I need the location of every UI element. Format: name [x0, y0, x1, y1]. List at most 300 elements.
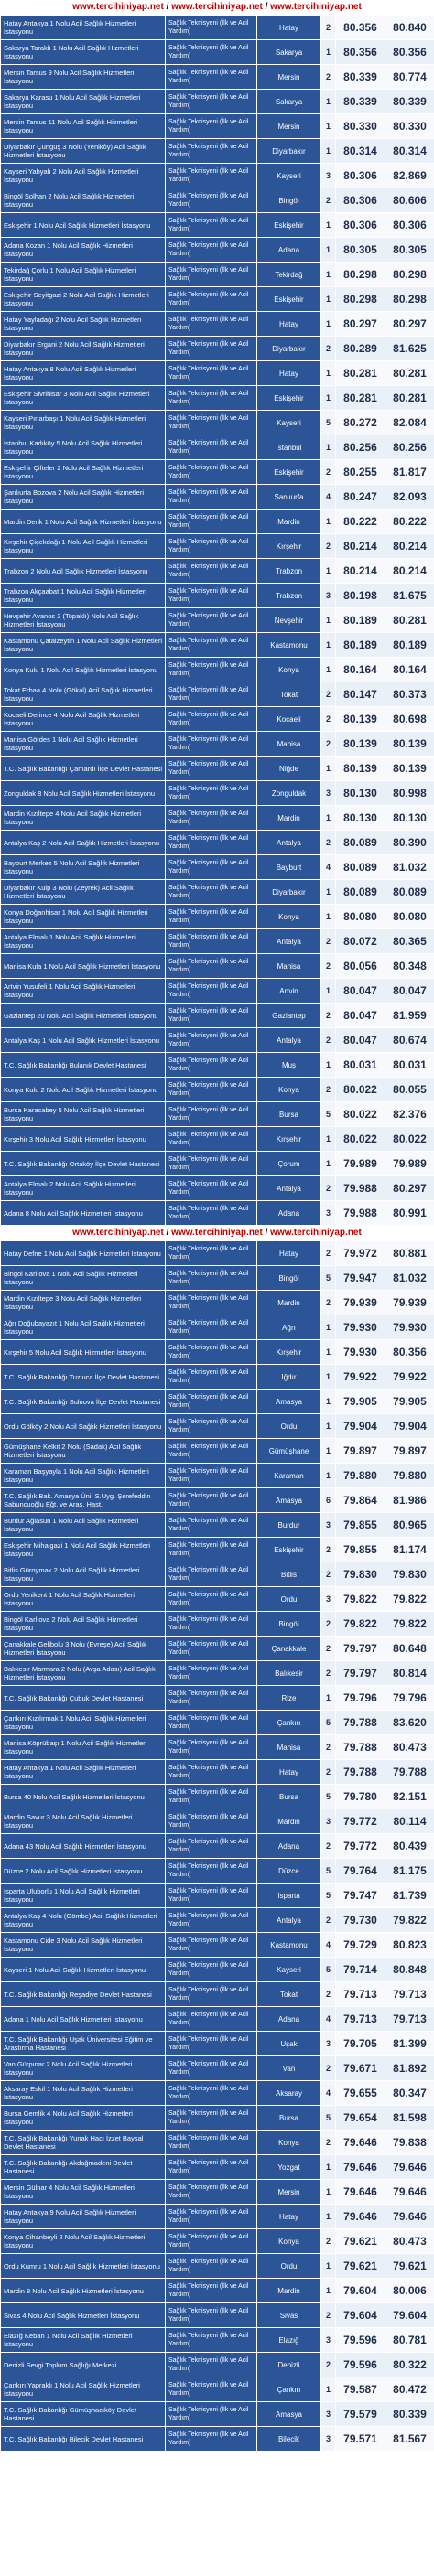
table-row	[1, 608, 434, 633]
table-row	[1, 2303, 434, 2328]
program-name-cell: Ordu Yenikent 1 Nolu Acil Sağlık Hizmetleri İstasyonu	[1, 1587, 166, 1612]
program-name-cell: T.C. Sağlık Bakanlığı Reşadiye Devlet Hastanesi	[1, 1982, 166, 2007]
quota-cell: 5	[321, 1785, 336, 1809]
program-name-cell: Aksaray Eskil 1 Nolu Acil Sağlık Hizmetleri İstasyonu	[1, 2081, 166, 2106]
table-row	[1, 2377, 434, 2402]
max-score-cell: 81.399	[385, 2032, 434, 2056]
city-cell: Amasya	[257, 2402, 321, 2427]
table-row	[1, 1315, 434, 1340]
min-score-cell: 80.222	[336, 510, 385, 534]
quota-cell: 1	[321, 806, 336, 831]
quota-cell: 1	[321, 608, 336, 633]
faculty-cell: Sağlık Teknisyeni (İlk ve Acil Yardım)	[166, 1809, 257, 1834]
min-score-cell: 80.356	[336, 16, 385, 40]
program-name-cell: Kayseri 1 Nolu Acil Sağlık Hizmetleri İstasyonu	[1, 1958, 166, 1982]
program-name-cell: T.C. Sağlık Bakanlığı Gümüşhacıköy Devlet Hastanesi	[1, 2402, 166, 2427]
max-score-cell: 80.298	[385, 287, 434, 312]
faculty-cell: Sağlık Teknisyeni (İlk ve Acil Yardım)	[166, 1711, 257, 1735]
program-name-cell: Artvin Yusufeli 1 Nolu Acil Sağlık Hizmetleri İstasyonu	[1, 979, 166, 1004]
max-score-cell: 80.365	[385, 929, 434, 954]
program-name-cell: Manisa Köprübaşı 1 Nolu Acil Sağlık Hizmetleri İstasyonu	[1, 1735, 166, 1760]
max-score-cell: 79.989	[385, 1152, 434, 1176]
city-cell: Çankırı	[257, 1711, 321, 1735]
program-name-cell: Bursa Karacabey 5 Nolu Acil Sağlık Hizmetleri İstasyonu	[1, 1102, 166, 1127]
city-cell: Trabzon	[257, 559, 321, 584]
max-score-cell: 80.774	[385, 65, 434, 90]
banner-link[interactable]: www.tercihiniyap.net	[270, 1228, 362, 1238]
program-name-cell: Bursa Gemlik 4 Nolu Acil Sağlık Hizmetleri İstasyonu	[1, 2106, 166, 2131]
quota-cell: 1	[321, 1127, 336, 1152]
quota-cell: 2	[321, 1004, 336, 1028]
min-score-cell: 79.905	[336, 1390, 385, 1414]
quota-cell: 3	[321, 1809, 336, 1834]
min-score-cell: 79.939	[336, 1291, 385, 1315]
faculty-cell: Sağlık Teknisyeni (İlk ve Acil Yardım)	[166, 806, 257, 831]
city-cell: Nevşehir	[257, 608, 321, 633]
program-name-cell: Bingöl Solhan 2 Nolu Acil Sağlık Hizmetleri İstasyonu	[1, 188, 166, 213]
city-cell: Antalya	[257, 1908, 321, 1933]
program-name-cell: Mardin 8 Nolu Acil Sağlık Hizmetleri İstasyonu	[1, 2279, 166, 2303]
faculty-cell: Sağlık Teknisyeni (İlk ve Acil Yardım)	[166, 1958, 257, 1982]
min-score-cell: 80.047	[336, 1028, 385, 1053]
min-score-cell: 80.130	[336, 781, 385, 806]
quota-cell: 2	[321, 16, 336, 40]
city-cell: Eskişehir	[257, 1538, 321, 1562]
faculty-cell: Sağlık Teknisyeni (İlk ve Acil Yardım)	[166, 831, 257, 855]
faculty-cell: Sağlık Teknisyeni (İlk ve Acil Yardım)	[166, 534, 257, 559]
faculty-cell: Sağlık Teknisyeni (İlk ve Acil Yardım)	[166, 608, 257, 633]
min-score-cell: 79.855	[336, 1513, 385, 1538]
quota-cell: 1	[321, 1439, 336, 1464]
table-row	[1, 2353, 434, 2377]
quota-cell: 2	[321, 1612, 336, 1637]
max-score-cell: 79.713	[385, 2007, 434, 2032]
min-score-cell: 79.780	[336, 1785, 385, 1809]
table-row	[1, 1439, 434, 1464]
max-score-cell: 80.031	[385, 1053, 434, 1078]
table-row	[1, 757, 434, 781]
quota-cell: 2	[321, 929, 336, 954]
max-score-cell: 80.281	[385, 608, 434, 633]
faculty-cell: Sağlık Teknisyeni (İlk ve Acil Yardım)	[166, 1785, 257, 1809]
city-cell: Niğde	[257, 757, 321, 781]
min-score-cell: 79.947	[336, 1266, 385, 1291]
min-score-cell: 80.189	[336, 608, 385, 633]
min-score-cell: 80.298	[336, 263, 385, 287]
table-row	[1, 1340, 434, 1365]
max-score-cell: 79.930	[385, 1315, 434, 1340]
min-score-cell: 79.855	[336, 1538, 385, 1562]
city-cell: Diyarbakır	[257, 337, 321, 361]
faculty-cell: Sağlık Teknisyeni (İlk ve Acil Yardım)	[166, 905, 257, 929]
table-row	[1, 1078, 434, 1102]
max-score-cell: 80.256	[385, 435, 434, 460]
max-score-cell: 80.814	[385, 1661, 434, 1686]
city-cell: Bayburt	[257, 855, 321, 880]
program-name-cell: Eskişehir Sivrihisar 3 Nolu Acil Sağlık Hizmetleri İstasyonu	[1, 386, 166, 411]
table-row	[1, 2180, 434, 2205]
min-score-cell: 79.654	[336, 2106, 385, 2131]
table-row	[1, 1241, 434, 1266]
table-row	[1, 1513, 434, 1538]
program-name-cell: Antalya Kaş 4 Nolu (Gömbe) Acil Sağlık Hizmetleri İstasyonu	[1, 1908, 166, 1933]
max-score-cell: 79.897	[385, 1439, 434, 1464]
city-cell: Çanakkale	[257, 1637, 321, 1661]
faculty-cell: Sağlık Teknisyeni (İlk ve Acil Yardım)	[166, 2032, 257, 2056]
faculty-cell: Sağlık Teknisyeni (İlk ve Acil Yardım)	[166, 1152, 257, 1176]
faculty-cell: Sağlık Teknisyeni (İlk ve Acil Yardım)	[166, 1291, 257, 1315]
faculty-cell: Sağlık Teknisyeni (İlk ve Acil Yardım)	[166, 1538, 257, 1562]
max-score-cell: 81.567	[385, 2427, 434, 2452]
quota-cell: 1	[321, 757, 336, 781]
program-name-cell: Antalya Kaş 2 Nolu Acil Sağlık Hizmetleri İstasyonu	[1, 831, 166, 855]
max-score-cell: 80.698	[385, 707, 434, 732]
max-score-cell: 80.164	[385, 658, 434, 682]
table-row	[1, 929, 434, 954]
city-cell: Denizli	[257, 2353, 321, 2377]
program-name-cell: Sakarya Taraklı 1 Nolu Acil Sağlık Hizmetleri İstasyonu	[1, 40, 166, 65]
city-cell: Kocaeli	[257, 707, 321, 732]
faculty-cell: Sağlık Teknisyeni (İlk ve Acil Yardım)	[166, 559, 257, 584]
faculty-cell: Sağlık Teknisyeni (İlk ve Acil Yardım)	[166, 164, 257, 188]
city-cell: Düzce	[257, 1859, 321, 1884]
quota-cell: 3	[321, 2032, 336, 2056]
min-score-cell: 79.604	[336, 2303, 385, 2328]
quota-cell: 1	[321, 2279, 336, 2303]
table-row	[1, 361, 434, 386]
banner-separator: /	[265, 2, 268, 12]
max-score-cell: 80.222	[385, 510, 434, 534]
city-cell: Mardin	[257, 2279, 321, 2303]
quota-cell: 1	[321, 2377, 336, 2402]
min-score-cell: 79.747	[336, 1884, 385, 1908]
city-cell: Antalya	[257, 1176, 321, 1201]
max-score-cell: 80.297	[385, 312, 434, 337]
quota-cell: 6	[321, 1488, 336, 1513]
quota-cell: 1	[321, 139, 336, 164]
max-score-cell: 79.646	[385, 2180, 434, 2205]
banner-separator: /	[265, 1228, 268, 1238]
min-score-cell: 80.306	[336, 213, 385, 238]
program-name-cell: İstanbul Kadıköy 5 Nolu Acil Sağlık Hizmetleri İstasyonu	[1, 435, 166, 460]
faculty-cell: Sağlık Teknisyeni (İlk ve Acil Yardım)	[166, 1982, 257, 2007]
min-score-cell: 79.788	[336, 1735, 385, 1760]
faculty-cell: Sağlık Teknisyeni (İlk ve Acil Yardım)	[166, 1735, 257, 1760]
faculty-cell: Sağlık Teknisyeni (İlk ve Acil Yardım)	[166, 411, 257, 435]
max-score-cell: 79.838	[385, 2131, 434, 2155]
max-score-cell: 80.314	[385, 139, 434, 164]
max-score-cell: 80.356	[385, 1340, 434, 1365]
table-row	[1, 40, 434, 65]
city-cell: Ağrı	[257, 1315, 321, 1340]
table-row	[1, 287, 434, 312]
city-cell: Yozgat	[257, 2155, 321, 2180]
city-cell: Mersin	[257, 65, 321, 90]
faculty-cell: Sağlık Teknisyeni (İlk ve Acil Yardım)	[166, 1908, 257, 1933]
city-cell: Eskişehir	[257, 213, 321, 238]
faculty-cell: Sağlık Teknisyeni (İlk ve Acil Yardım)	[166, 1241, 257, 1266]
table-row	[1, 2056, 434, 2081]
table-row	[1, 1735, 434, 1760]
program-name-cell: Sakarya Karasu 1 Nolu Acil Sağlık Hizmetleri İstasyonu	[1, 90, 166, 114]
program-name-cell: Mardin Savur 3 Nolu Acil Sağlık Hizmetleri İstasyonu	[1, 1809, 166, 1834]
program-name-cell: T.C. Sağlık Bakanlığı Çubuk Devlet Hastanesi	[1, 1686, 166, 1711]
program-name-cell: Bayburt Merkez 5 Nolu Acil Sağlık Hizmetleri İstasyonu	[1, 855, 166, 880]
city-cell: Zonguldak	[257, 781, 321, 806]
table-row	[1, 164, 434, 188]
table-row	[1, 337, 434, 361]
city-cell: Çorum	[257, 1152, 321, 1176]
program-name-cell: Çanakkale Gelibolu 3 Nolu (Evreşe) Acil Sağlık Hizmetleri İstasyonu	[1, 1637, 166, 1661]
table-row	[1, 16, 434, 40]
table-row	[1, 2229, 434, 2254]
quota-cell: 2	[321, 188, 336, 213]
faculty-cell: Sağlık Teknisyeni (İlk ve Acil Yardım)	[166, 1390, 257, 1414]
faculty-cell: Sağlık Teknisyeni (İlk ve Acil Yardım)	[166, 435, 257, 460]
banner-link[interactable]: www.tercihiniyap.net	[171, 1228, 263, 1238]
city-cell: İstanbul	[257, 435, 321, 460]
city-cell: Hatay	[257, 1760, 321, 1785]
faculty-cell: Sağlık Teknisyeni (İlk ve Acil Yardım)	[166, 682, 257, 707]
max-score-cell: 81.174	[385, 1538, 434, 1562]
min-score-cell: 79.797	[336, 1637, 385, 1661]
banner-link[interactable]: www.tercihiniyap.net	[72, 1228, 164, 1238]
city-cell: Konya	[257, 1078, 321, 1102]
faculty-cell: Sağlık Teknisyeni (İlk ve Acil Yardım)	[166, 954, 257, 979]
banner-link[interactable]: www.tercihiniyap.net	[270, 2, 362, 12]
quota-cell: 3	[321, 2328, 336, 2353]
program-name-cell: Mersin Tarsus 9 Nolu Acil Sağlık Hizmetleri İstasyonu	[1, 65, 166, 90]
min-score-cell: 80.289	[336, 337, 385, 361]
quota-cell: 5	[321, 2106, 336, 2131]
city-cell: Bilecik	[257, 2427, 321, 2452]
faculty-cell: Sağlık Teknisyeni (İlk ve Acil Yardım)	[166, 1176, 257, 1201]
table-row	[1, 263, 434, 287]
program-name-cell: Nevşehir Avanos 2 (Topaklı) Nolu Acil Sağlık Hizmetleri İstasyonu	[1, 608, 166, 633]
program-name-cell: Hatay Defne 1 Nolu Acil Sağlık Hizmetleri İstasyonu	[1, 1241, 166, 1266]
max-score-cell: 80.991	[385, 1201, 434, 1226]
table-row	[1, 139, 434, 164]
quota-cell: 2	[321, 2303, 336, 2328]
program-name-cell: Kocaeli Derince 4 Nolu Acil Sağlık Hizmetleri İstasyonu	[1, 707, 166, 732]
table-row	[1, 855, 434, 880]
max-score-cell: 80.472	[385, 2377, 434, 2402]
faculty-cell: Sağlık Teknisyeni (İlk ve Acil Yardım)	[166, 855, 257, 880]
table-row	[1, 905, 434, 929]
city-cell: Burdur	[257, 1513, 321, 1538]
table-row	[1, 213, 434, 238]
min-score-cell: 80.147	[336, 682, 385, 707]
max-score-cell: 80.648	[385, 1637, 434, 1661]
faculty-cell: Sağlık Teknisyeni (İlk ve Acil Yardım)	[166, 139, 257, 164]
min-score-cell: 79.579	[336, 2402, 385, 2427]
faculty-cell: Sağlık Teknisyeni (İlk ve Acil Yardım)	[166, 2427, 257, 2452]
city-cell: Mersin	[257, 2180, 321, 2205]
min-score-cell: 80.214	[336, 559, 385, 584]
table-row	[1, 411, 434, 435]
city-cell: Ordu	[257, 1587, 321, 1612]
city-cell: Sivas	[257, 2303, 321, 2328]
min-score-cell: 80.281	[336, 386, 385, 411]
table-row	[1, 510, 434, 534]
city-cell: Mardin	[257, 806, 321, 831]
min-score-cell: 79.655	[336, 2081, 385, 2106]
quota-cell: 1	[321, 2180, 336, 2205]
quota-cell: 2	[321, 1982, 336, 2007]
table-row	[1, 386, 434, 411]
table-row	[1, 1464, 434, 1488]
city-cell: Kayseri	[257, 1958, 321, 1982]
max-score-cell: 79.880	[385, 1464, 434, 1488]
min-score-cell: 80.047	[336, 1004, 385, 1028]
max-score-cell: 79.646	[385, 2205, 434, 2229]
table-row	[1, 1266, 434, 1291]
min-score-cell: 79.587	[336, 2377, 385, 2402]
max-score-cell: 80.298	[385, 263, 434, 287]
max-score-cell: 82.869	[385, 164, 434, 188]
quota-cell: 1	[321, 1152, 336, 1176]
min-score-cell: 79.764	[336, 1859, 385, 1884]
min-score-cell: 80.164	[336, 658, 385, 682]
program-name-cell: Konya Cihanbeyli 2 Nolu Acil Sağlık Hizmetleri İstasyonu	[1, 2229, 166, 2254]
quota-cell: 1	[321, 510, 336, 534]
min-score-cell: 79.646	[336, 2205, 385, 2229]
city-cell: Sakarya	[257, 90, 321, 114]
min-score-cell: 80.072	[336, 929, 385, 954]
max-score-cell: 79.822	[385, 1908, 434, 1933]
table-row	[1, 1884, 434, 1908]
table-row	[1, 2205, 434, 2229]
min-score-cell: 80.298	[336, 287, 385, 312]
city-cell: Hatay	[257, 361, 321, 386]
min-score-cell: 80.281	[336, 361, 385, 386]
max-score-cell: 79.822	[385, 1587, 434, 1612]
table-row	[1, 1686, 434, 1711]
max-score-cell: 80.965	[385, 1513, 434, 1538]
max-score-cell: 81.959	[385, 1004, 434, 1028]
faculty-cell: Sağlık Teknisyeni (İlk ve Acil Yardım)	[166, 40, 257, 65]
min-score-cell: 79.988	[336, 1176, 385, 1201]
quota-cell: 2	[321, 2056, 336, 2081]
quota-cell: 2	[321, 65, 336, 90]
quota-cell: 2	[321, 1241, 336, 1266]
banner-link[interactable]: www.tercihiniyap.net	[72, 2, 164, 12]
min-score-cell: 80.306	[336, 188, 385, 213]
ranking-table-1	[0, 15, 434, 1226]
max-score-cell: 80.674	[385, 1028, 434, 1053]
quota-cell: 2	[321, 534, 336, 559]
quota-cell: 3	[321, 781, 336, 806]
table-row	[1, 312, 434, 337]
city-cell: Diyarbakır	[257, 880, 321, 905]
faculty-cell: Sağlık Teknisyeni (İlk ve Acil Yardım)	[166, 2279, 257, 2303]
min-score-cell: 80.031	[336, 1053, 385, 1078]
min-score-cell: 79.830	[336, 1562, 385, 1587]
program-name-cell: Mardin Derik 1 Nolu Acil Sağlık Hizmetleri İstasyonu	[1, 510, 166, 534]
table-row	[1, 460, 434, 485]
min-score-cell: 80.139	[336, 707, 385, 732]
table-row	[1, 1562, 434, 1587]
max-score-cell: 80.089	[385, 880, 434, 905]
faculty-cell: Sağlık Teknisyeni (İlk ve Acil Yardım)	[166, 65, 257, 90]
city-cell: Kırşehir	[257, 1340, 321, 1365]
table-row	[1, 1390, 434, 1414]
quota-cell: 1	[321, 287, 336, 312]
program-name-cell: Sivas 4 Nolu Acil Sağlık Hizmetleri İstasyonu	[1, 2303, 166, 2328]
max-score-cell: 79.788	[385, 1760, 434, 1785]
faculty-cell: Sağlık Teknisyeni (İlk ve Acil Yardım)	[166, 1102, 257, 1127]
quota-cell: 2	[321, 1028, 336, 1053]
table-row	[1, 2328, 434, 2353]
faculty-cell: Sağlık Teknisyeni (İlk ve Acil Yardım)	[166, 1439, 257, 1464]
quota-cell: 4	[321, 1933, 336, 1958]
max-score-cell: 80.473	[385, 2229, 434, 2254]
faculty-cell: Sağlık Teknisyeni (İlk ve Acil Yardım)	[166, 2180, 257, 2205]
program-name-cell: T.C. Sağlık Bakanlığı Suluova İlçe Devlet Hastanesi	[1, 1390, 166, 1414]
min-score-cell: 79.864	[336, 1488, 385, 1513]
table-row	[1, 1053, 434, 1078]
max-score-cell: 80.305	[385, 238, 434, 263]
city-cell: Ordu	[257, 2254, 321, 2279]
ranking-table-2	[0, 1240, 434, 2452]
program-name-cell: Kırşehir 3 Nolu Acil Sağlık Hizmetleri İstasyonu	[1, 1127, 166, 1152]
min-score-cell: 80.306	[336, 164, 385, 188]
min-score-cell: 80.214	[336, 534, 385, 559]
program-name-cell: Adana 8 Nolu Acil Sağlık Hizmetleri İstasyonu	[1, 1201, 166, 1226]
city-cell: Mardin	[257, 1291, 321, 1315]
city-cell: Bingöl	[257, 1266, 321, 1291]
max-score-cell: 80.139	[385, 757, 434, 781]
table-row	[1, 979, 434, 1004]
quota-cell: 3	[321, 2427, 336, 2452]
min-score-cell: 80.330	[336, 114, 385, 139]
quota-cell: 1	[321, 114, 336, 139]
min-score-cell: 79.788	[336, 1760, 385, 1785]
faculty-cell: Sağlık Teknisyeni (İlk ve Acil Yardım)	[166, 2056, 257, 2081]
quota-cell: 2	[321, 1760, 336, 1785]
min-score-cell: 79.729	[336, 1933, 385, 1958]
city-cell: Konya	[257, 2229, 321, 2254]
faculty-cell: Sağlık Teknisyeni (İlk ve Acil Yardım)	[166, 337, 257, 361]
city-cell: Artvin	[257, 979, 321, 1004]
quota-cell: 1	[321, 2254, 336, 2279]
banner-separator: /	[166, 2, 169, 12]
table-row	[1, 90, 434, 114]
faculty-cell: Sağlık Teknisyeni (İlk ve Acil Yardım)	[166, 1315, 257, 1340]
city-cell: Gaziantep	[257, 1004, 321, 1028]
table-row	[1, 2155, 434, 2180]
quota-cell: 1	[321, 1686, 336, 1711]
program-name-cell: Karaman Başyayla 1 Nolu Acil Sağlık Hizmetleri İstasyonu	[1, 1464, 166, 1488]
city-cell: Aksaray	[257, 2081, 321, 2106]
faculty-cell: Sağlık Teknisyeni (İlk ve Acil Yardım)	[166, 188, 257, 213]
city-cell: Kastamonu	[257, 633, 321, 658]
program-name-cell: Ordu Gölköy 2 Nolu Acil Sağlık Hizmetleri İstasyonu	[1, 1414, 166, 1439]
max-score-cell: 80.080	[385, 905, 434, 929]
faculty-cell: Sağlık Teknisyeni (İlk ve Acil Yardım)	[166, 880, 257, 905]
program-name-cell: Kastamonu Çatalzeytin 1 Nolu Acil Sağlık Hizmetleri İstasyonu	[1, 633, 166, 658]
quota-cell: 1	[321, 1390, 336, 1414]
quota-cell: 1	[321, 1464, 336, 1488]
program-name-cell: Mersin Tarsus 11 Nolu Acil Sağlık Hizmetleri İstasyonu	[1, 114, 166, 139]
program-name-cell: Kırşehir 5 Nolu Acil Sağlık Hizmetleri İstasyonu	[1, 1340, 166, 1365]
max-score-cell: 79.796	[385, 1686, 434, 1711]
faculty-cell: Sağlık Teknisyeni (İlk ve Acil Yardım)	[166, 386, 257, 411]
banner-link[interactable]: www.tercihiniyap.net	[171, 2, 263, 12]
faculty-cell: Sağlık Teknisyeni (İlk ve Acil Yardım)	[166, 1513, 257, 1538]
max-score-cell: 80.322	[385, 2353, 434, 2377]
program-name-cell: Hatay Yayladağı 2 Nolu Acil Sağlık Hizmetleri İstasyonu	[1, 312, 166, 337]
